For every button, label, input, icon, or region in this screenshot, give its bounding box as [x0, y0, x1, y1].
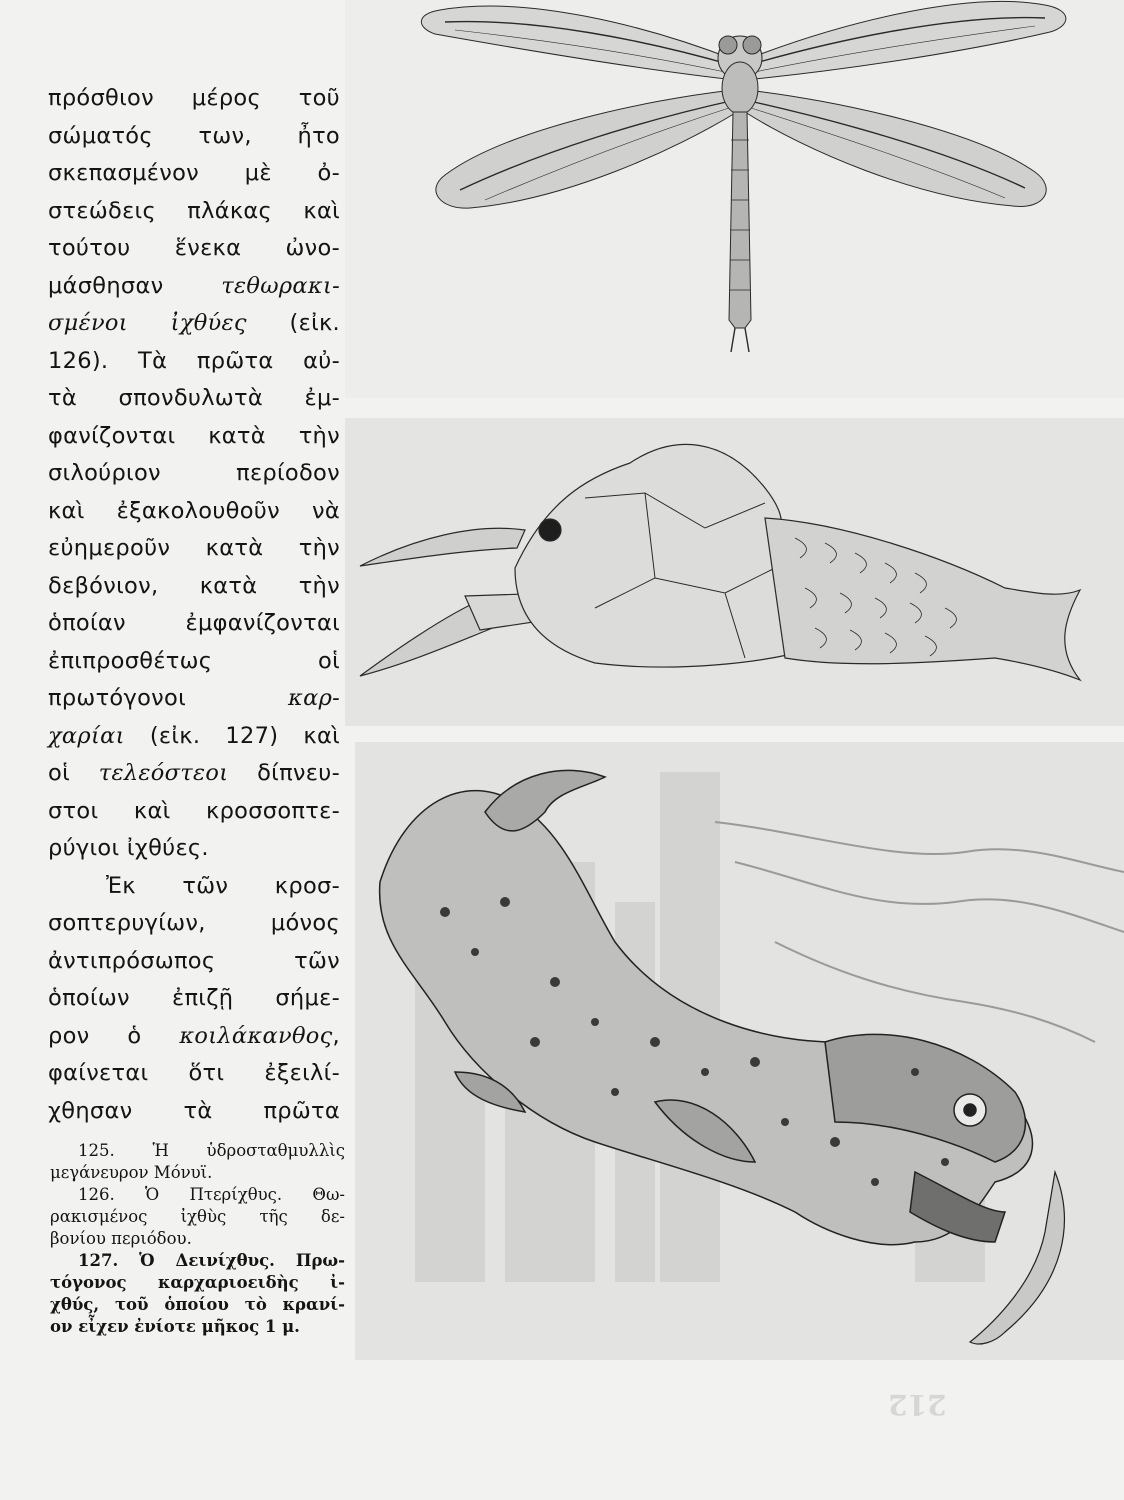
- text-line: ρύγιοι ἰχθύες.: [48, 835, 209, 861]
- text-line: σοπτερυγίων, μόνος: [48, 910, 340, 936]
- italic-term: χαρίαι: [48, 722, 125, 749]
- figure-captions: [50, 1140, 345, 1338]
- caption-line: 125. Ἡ ὑδροσταθμυλλὶς: [78, 1141, 345, 1160]
- text-line: σκεπασμένον μὲ ὀ-: [48, 160, 340, 186]
- text-line: φαίνεται ὅτι ἐξειλί-: [48, 1060, 340, 1086]
- figure-125-dragonfly: [345, 0, 1124, 398]
- text-line: καὶ ἐξακολουθοῦν νὰ: [48, 497, 340, 524]
- figure-126-pterichthys: [345, 418, 1124, 726]
- caption-line: τόγονος καρχαριοειδὴς ἰ-: [50, 1273, 345, 1292]
- dragonfly-illustration-icon: [345, 0, 1124, 398]
- body-text: [48, 80, 340, 1130]
- text-line: ὁποίων ἐπιζῇ σήμε-: [48, 985, 340, 1011]
- caption-125: [50, 1140, 345, 1184]
- armored-fish-illustration-icon: [345, 418, 1124, 726]
- dinichthys-illustration-icon: [355, 742, 1124, 1360]
- caption-line: 126. Ὁ Πτερίχθυς. Θω-: [78, 1185, 345, 1204]
- figure-127-dinichthys: [355, 742, 1124, 1360]
- text-line: ὁποίαν ἐμφανίζονται: [48, 610, 340, 636]
- text-line: σμένοι ἰχθύες (εἰκ.: [48, 310, 340, 336]
- text-line: στεώδεις πλάκας καὶ: [48, 197, 340, 224]
- text-line: δεβόνιον, κατὰ τὴν: [48, 572, 340, 599]
- italic-term: καρ-: [288, 685, 340, 711]
- text-line: 126). Τὰ πρῶτα αὐ-: [48, 347, 340, 374]
- text-line: ρον ὁ κοιλάκανθος,: [48, 1022, 340, 1049]
- text-line: ἀντιπρόσωπος τῶν: [48, 947, 340, 974]
- text-line: πρωτόγονοι καρ-: [48, 685, 340, 711]
- text-line: τούτου ἕνεκα ὠνο-: [48, 235, 340, 261]
- text-line: στοι καὶ κροσσοπτε-: [48, 797, 340, 824]
- caption-line: 127. Ὁ Δεινίχθυς. Πρω-: [78, 1251, 345, 1270]
- caption-line: χθύς, τοῦ ὁποίου τὸ κρανί-: [50, 1295, 345, 1314]
- caption-127: [50, 1250, 345, 1338]
- text-line: τὰ σπονδυλωτὰ ἐμ-: [48, 385, 340, 411]
- italic-term: τελεόστεοι: [98, 760, 229, 786]
- text-line: φανίζονται κατὰ τὴν: [48, 422, 340, 449]
- caption-line: ρακισμένος ἰχθὺς τῆς δε-: [50, 1207, 345, 1226]
- text-line: σιλούριον περίοδον: [48, 460, 340, 486]
- caption-line: βονίου περιόδου.: [50, 1229, 192, 1248]
- caption-126: [50, 1184, 345, 1250]
- text-line: Ἐκ τῶν κροσ-: [106, 872, 340, 899]
- text-line: ἐπιπροσθέτως οἱ: [48, 647, 340, 674]
- caption-line: μεγάνευρον Μόνυϊ.: [50, 1163, 213, 1182]
- text-line: μάσθησαν τεθωρακι-: [48, 272, 340, 299]
- text-line: εὐημεροῦν κατὰ τὴν: [48, 535, 340, 561]
- text-line: χθησαν τὰ πρῶτα: [48, 1097, 340, 1124]
- italic-term: κοιλάκανθος: [179, 1022, 333, 1049]
- page-number: 212: [888, 1388, 947, 1421]
- text-line: οἱ τελεόστεοι δίπνευ-: [48, 760, 341, 786]
- text-line: χαρίαι (εἰκ. 127) καὶ: [48, 722, 341, 749]
- text-line: σώματός των, ἦτο: [48, 122, 340, 149]
- italic-term: τεθωρακι-: [221, 272, 340, 299]
- italic-term: σμένοι ἰχθύες: [48, 310, 247, 336]
- caption-line: ον εἶχεν ἐνίοτε μῆκος 1 μ.: [50, 1317, 300, 1336]
- text-line: πρόσθιον μέρος τοῦ: [48, 85, 340, 111]
